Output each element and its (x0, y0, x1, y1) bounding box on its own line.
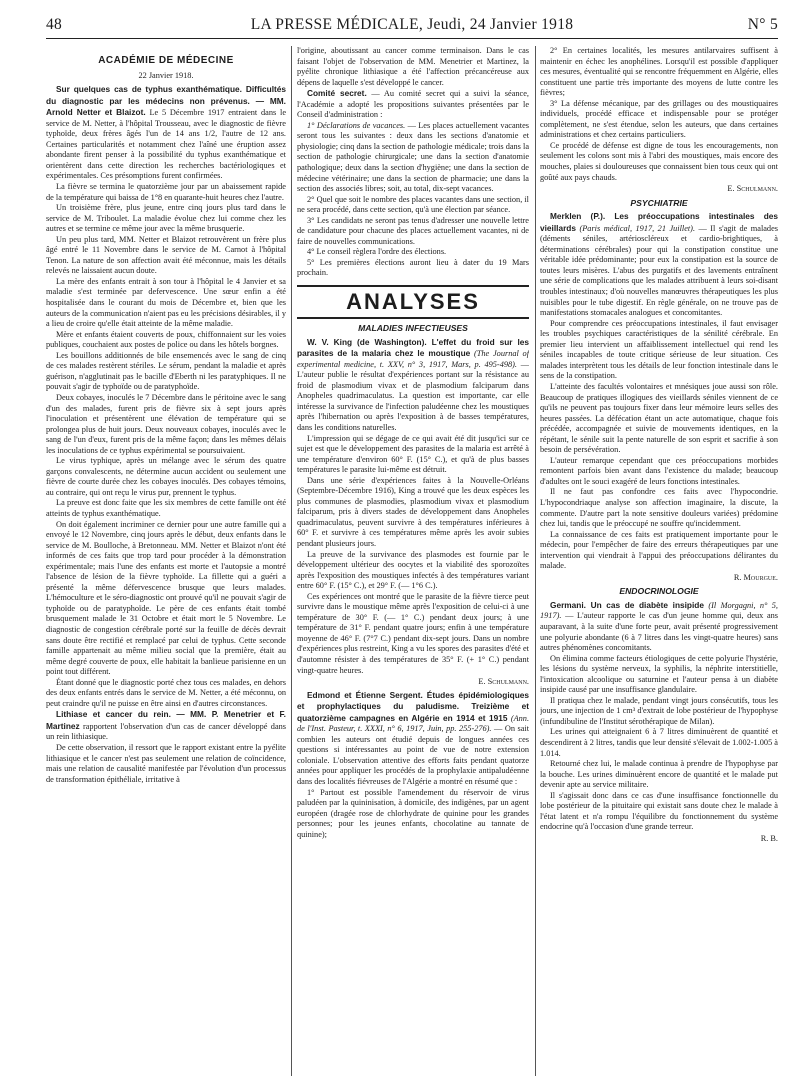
article-paragraph: Retourné chez lui, le malade continua à prendre de l'hypophyse par la bouche. Les urines diminuèrent encore de quantité et le malade put devenir apte au service militaire. (540, 759, 778, 790)
page-header (46, 12, 778, 34)
article-paragraph: La connaissance de ces faits est pratiquement importante pour le médecin, pour l'empêcher de faire des erreurs thérapeutiques par une intervention qui viendrait à l'appui des préoccupations délirantes du malade. (540, 529, 778, 571)
signature: R. Mourgue. (733, 572, 778, 582)
rubric-heading: ENDOCRINOLOGIE (619, 586, 699, 597)
article-paragraph: Dans une série d'expériences faites à la Nouvelle-Orléans (Septembre-Décembre 1916), King a trouvé que les deux espèces les plus communes de plasmodies, plasmodium vivax et plasmodium falciparum, pris à divers stades de développement dans Anopheles quadrimaculatus, peuvent survivre à des températures inférieures à 60° F. et survivre à ces températures même après les avoir subies pendant plusieurs jours. (297, 475, 529, 548)
list-item: 4° Le conseil règlera l'ordre des élections. (307, 247, 447, 257)
page-number: 48 (46, 16, 63, 33)
list-item: 2° Quel que soit le nombre des places vacantes dans une section, il ne sera procédé, dans cette section, qu'à une élection par séance. (297, 194, 529, 215)
article-paragraph: Mère et enfants étaient couverts de poux, chiffonnaient sur les voies publiques, couchaient aux postes de police ou dans les hôtels borgnes. (46, 329, 286, 350)
article-paragraph: Il ne faut pas confondre ces faits avec l'hypocondrie. L'hypocondriaque analyse son affection imaginaire, la discute, la commente. D'autre part la note sensitive douleurs variées) prédomine chez lui, tandis que le préoccupé ne souffre qu'incidemment. (540, 487, 778, 529)
column-2 (297, 46, 529, 1078)
article-title: W. V. King (de Washington). L'effet du froid sur les parasites de la malaria chez le moustique (297, 336, 529, 359)
article-paragraph: La mère des enfants entrait à son tour à l'hôpital le 4 Janvier et sa maladie s'est terminée par defervescence. Une sœur enfin a été hospitalisée dans le courant du mois de Décembre et, bien que les auteurs de la communication n'aient pas eu les précisions désirables, il y a lieu de croire qu'elle était atteinte de la même maladie. (46, 276, 286, 329)
article-paragraph: Ces expériences ont montré que le parasite de la fièvre tierce peut survivre dans le moustique même après l'exposition de celui-ci à une température de 30° F. (— 1° C.) pendant deux jours; à une température de 31° F. pendant quatre jours; enfin à une température moyenne de 46° F. (7°7 C.) pendant dix-sept jours. Dans un nombre d'expériences plus restreint, King a vu les spores des parasites d'été et d'automne résister à des températures de 35° F. (+ 1° C.) pendant vingt-quatre heures. (297, 591, 529, 675)
article-paragraph: Deux cobayes, inoculés le 7 Décembre dans le péritoine avec le sang d'un des malades, furent pris de fièvre six à sept jours après l'inoculation et présentèrent une élévation de température qui se prolongea plus de huit jours. Deux nouveaux cobayes, inoculés avec le sang de l'un d'eux, furent pris de la même façon; dans les mêmes délais les inoculations de ce typhus expérimental se poursuivaient. (46, 392, 286, 455)
column-rule (291, 46, 292, 1076)
article-paragraph: Il s'agissait donc dans ce cas d'une insuffisance fonctionnelle du lobe postérieur de la pituitaire qui existait sans doute chez le malade à l'état latent et n'a rompu l'équilibre du fonctionnement du système endocrine qu'à l'occasion d'une grande terreur. (540, 790, 778, 832)
article-paragraph: La preuve de la survivance des plasmodes est fournie par le développement ultérieur des oocytes et la viabilité des sporozoïtes après l'exposition des moustiques infectés à des températures variant entre 60° F. (15° C.), et 29° F. (— 1°6 C.). (297, 549, 529, 591)
list-item: 3° Les candidats ne seront pas tenus d'adresser une nouvelle lettre de candidature pour chacune des places actuellement vacantes, ni de faire de nouvelles communications. (297, 215, 529, 246)
column-3 (540, 46, 778, 1078)
list-item: 1° Déclarations de vacances. — Les places actuellement vacantes seront tous les suivantes : deux dans les sections d'anatomie et physiologie; cinq dans la section de pathologie médicale; trois dans la section de pathologie chirurgicale; une dans la section d'anatomie pathologique; deux dans la section d'hygiène; une dans la section de médecine vétérinaire; une dans la section de pharmacie; une dans la section des associés libres; soit, au total, dix-sept vacances. (297, 120, 529, 194)
article-paragraph: W. V. King (de Washington). L'effet du froid sur les parasites de la malaria chez le moustique (The Journal of experimental medicine, t. XXV, n° 3, 1917, Mars, p. 495-498). — L'auteur publie le résultat d'expériences portant sur la résistance au froid de plasmodium vivax et de plasmodium falciparum dans Anopheles quadrimaculatus. La question est importante, car elle intéresse la survivance de l'infection paludéenne chez les moustiques après l'hibernation ou après l'exposition à de basses températures, dans les conditions naturelles. (297, 336, 529, 432)
signature: E. Schulmann. (727, 184, 778, 194)
article-paragraph: Sur quelques cas de typhus exanthématique. Difficultés du diagnostic par les médecins non prévenus. — MM. Arnold Netter et Blaizot. Le 5 Décembre 1917 entraient dans le service de M. Netter, à l'hôpital Trousseau, avec le diagnostic de fièvre typhoïde, deux frères âgés l'un de 14 ans 1/2, l'autre de 12 ans. Certaines particularités et notamment chez l'aîné une éruption assez abondante firent penser à la possibilité du typhus exanthématique et orientèrent dans cette direction les recherches bactériologiques et expérimentales. Ces présomptions furent confirmées. (46, 84, 286, 181)
signature: E. Schulmann. (478, 677, 529, 687)
article-paragraph: L'impression qui se dégage de ce qui avait été dit jusqu'ici sur ce sujet est que le développement des parasites de la malaria est arrêté à une température d'environ 60° F. (15° C.), et qu'à de plus basses températures le parasite lui-même est détruit. (297, 433, 529, 475)
signature: R. B. (760, 833, 778, 843)
column-1 (46, 46, 286, 1078)
rubric-heading: PSYCHIATRIE (630, 197, 688, 208)
running-title: LA PRESSE MÉDICALE, Jeudi, 24 Janvier 1918 (250, 16, 574, 33)
article-title: Germani. Un cas de diabète insipide (550, 599, 704, 610)
article-paragraph: Merklen (P.). Les préoccupations intestinales des vieillards (Paris médical, 1917, 21 Juillet). — Il s'agit de malades (déments séniles, artérioscléreux et cardio-brightiques, à déterminations cérébrales) pour qui la constipation constitue une véritable idée prédominante; pour eux la constipation est la source de toutes leurs misères. L'abus des purgatifs et des lavements entraînent une série de complications que les malades attribuent à leurs soi-disant troubles intestinaux; d'où nouvelles manœuvres thérapeutiques les plus nuisibles pour le tube digestif. En règle générale, on ne trouve pas de manifestations stomacales analogues et concomitantes. (540, 211, 778, 318)
article-paragraph: Un peu plus tard, MM. Netter et Blaizot retrouvèrent un frère plus âgé entré le 11 Novembre dans le service de M. Carnot à l'hôpital Tenon. La nature de son affection avait été méconnue, mais les détails relevés ne laissaient aucun doute. (46, 234, 286, 276)
article-paragraph: De cette observation, il ressort que le rapport existant entre la pyélite lithiasique et le cancer n'est pas seulement une relation de coïncidence, mais une relation de causalité manifestée par l'évolution d'un processus de transformation épithéliale, irritative à (46, 743, 286, 784)
article-paragraph: Pour comprendre ces préoccupations intestinales, il faut envisager les troubles psychiques caractéristiques de la sénilité cérébrale. En premier lieu intervient un affaiblissement intellectuel qui rend les séniles incapables de toute critique sérieuse de leur situation. Ces malades interprètent tous les détails de leur fonction intestinale dans le sens de la constipation. (540, 318, 778, 381)
article-paragraph: On doit également incriminer ce dernier pour une autre famille qui a envoyé le 12 Novembre, cinq jours après le début, deux enfants dans le service de M. Boulloche, à Bretonneau. MM. Netter et Blaizot n'ont été informés de ces faits que trop tard pour procéder à la démonstration expérimentale; mais l'une des enfants est morte et l'autopsie a montré l'absence de lésion de la fièvre typhoïde. La fillette qui a guéri a présenté la même défervescence brusque que leurs malades. L'hémoculture et le séro-diagnostic ont prouvé qu'il ne pouvait s'agir de typhoïde ou de paratyphoïde. Le père de ces enfants était tombé brusquement malade le 31 Octobre et était mort le 5 Novembre. Le diagnostic de congestion cérébrale porté sur la feuille de décès devrait sans doute être rectifié et remplacé par celui de typhus. Cette seconde famille appartenait au même milieu social que la première, était au même degré couverte de poux, elle habitait la banlieue parisienne en un point tout différent. (46, 519, 286, 677)
article-paragraph: Germani. Un cas de diabète insipide (Il Morgagni, n° 5, 1917). — L'auteur rapporte le cas d'un jeune homme qui, deux ans auparavant, à la suite d'une forte peur, avait présenté progressivement une polyurie abondante (6 à 7 litres dans les vingt-quatre heures) sans autres phénomènes concomitants. (540, 599, 778, 653)
article-paragraph: Un troisième frère, plus jeune, entre cinq jours plus tard dans le service de M. Triboulet. La maladie évolue chez lui comme chez les autres et se termine ce même jour avec la même brusquerie. (46, 203, 286, 234)
article-paragraph: Le virus typhique, après un mélange avec le sérum des quatre garçons convalescents, ne détermine aucun accident ou seulement une fièvre de courte durée chez les cobayes inoculés. Des cobayes témoins, au contraire, qui ont reçu le virus pur, prennent le typhus. (46, 456, 286, 497)
article-paragraph: La fièvre se termina le quatorzième jour par un abaissement rapide de la température qui baissa de 1°8 en quarante-huit heures chez l'autre. (46, 182, 286, 202)
rubric-heading: MALADIES INFECTIEUSES (358, 323, 468, 334)
column-rule (535, 46, 536, 1076)
list-item: 5° Les premières élections auront lieu à dater du 19 Mars prochain. (297, 257, 529, 278)
article-paragraph: 3° La défense mécanique, par des grillages ou des moustiquaires individuels, procédé efficace et indispensable pour se protéger complètement, ne s'est étendue, selon les auteurs, que dans certaines administrations et chez certains particuliers. (540, 98, 778, 140)
article-title: Lithiase et cancer du rein. — MM. P. Menetrier et F. Martinez (46, 709, 286, 731)
article-paragraph: Comité secret. — Au comité secret qui a suivi la séance, l'Académie a adopté les propositions suivantes présentées par le Conseil d'administration : (297, 88, 529, 120)
session-date: 22 Janvier 1918. (138, 70, 194, 80)
header-rule (46, 38, 778, 39)
article-paragraph: L'auteur remarque cependant que ces préoccupations morbides remontent parfois bien avant dans l'existence du malade; beaucoup d'adultes ont le souci exagéré de leurs fonctions intestinales. (540, 455, 778, 486)
section-title: ACADÉMIE DE MÉDECINE (98, 55, 234, 66)
article-title: Edmond et Étienne Sergent. Études épidémiologiques et prophylactiques du paludisme. Treizième et quatorzième campagnes en Algérie en 1914 et 1915 (297, 689, 529, 723)
article-paragraph: Les bouillons additionnés de bile ensemencés avec le sang de cinq de ces malades restèrent stériles. Le sérum, pendant la maladie et après guérison, n'agglutinait pas le bacille d'Eberth ni les paratyphiques. Il ne pouvait s'agir de typhoïde ou de paratyphoïde. (46, 350, 286, 392)
article-paragraph: La preuve est donc faite que les six membres de cette famille ont été atteints de typhus exanthématique. (46, 498, 286, 518)
article-paragraph: Lithiase et cancer du rein. — MM. P. Menetrier et F. Martinez rapportent l'observation d'un cas de cancer développé dans un rein lithiasique. (46, 709, 286, 742)
article-title: Sur quelques cas de typhus exanthématique. Difficultés du diagnostic par les médecins non prévenus. — MM. Arnold Netter et Blaizot. (46, 84, 286, 118)
article-paragraph: Étant donné que le diagnostic porté chez tous ces malades, en dehors des deux enfants entrés dans le service de M. Netter, a été méconnu, on peut craindre qu'il ne puisse en être ainsi en d'autres circonstances. (46, 677, 286, 708)
article-paragraph: l'origine, aboutissant au cancer comme terminaison. Dans le cas faisant l'objet de l'observation de MM. Menetrier et Martinez, la pyélite chronique lithiasique a été l'affection précancéreuse aux dépens de laquelle s'est développé le cancer. (297, 46, 529, 87)
article-title: Comité secret. (307, 88, 367, 99)
article-paragraph: L'atteinte des facultés volontaires et mnésiques joue aussi son rôle. Beaucoup de pratiques illogiques des vieillards séniles viennent de ce qu'ils ne peuvent pas toujours fixer dans leur mémoire leurs selles des heures passées. La défécation étant un acte automatique, chaque fois précédée, accompagnée et suivie de mouvements identiques, en la répétant, le sénile suit la pente naturelle de son esprit et sacrifie à son besoin de persévération. (540, 381, 778, 455)
article-paragraph: Edmond et Étienne Sergent. Études épidémiologiques et prophylactiques du paludisme. Treizième et quatorzième campagnes en Algérie en 1914 et 1915 (Ann. de l'Inst. Pasteur, t. XXXI, n° 6, 1917, Juin, pp. 255-276). — On sait combien les auteurs ont étudié depuis de longues années ces questions si intéressantes au point de vue de notre extension coloniale. L'observation attentive des efforts faits pendant quatorze années pour appliquer les procédés de la prophylaxie antipaludéenne dans des localités fiévreuses de l'Algérie a montré en résumé que : (297, 689, 529, 786)
article-paragraph: Ce procédé de défense est digne de tous les encouragements, non seulement les colons sont mis à l'abri des moustiques, mais encore des mouches, plaies si douloureuses que connaissent bien tous ceux qui ont goûté aux pays chauds. (540, 140, 778, 182)
analyses-heading: ANALYSES (297, 285, 529, 319)
article-paragraph: Les urines qui atteignaient 6 à 7 litres diminuèrent de quantité et descendirent à 2 litres, tandis que leur densité s'élevait de 1.002-1.005 à 1.014. (540, 727, 778, 758)
article-paragraph: 1° Partout est possible l'amendement du réservoir de virus paludéen par la quininisation, à domicile, des indigènes, par un agent européen (dragée rose de chlorhydrate de quinine pour les grandes personnes; pour les jeunes enfants, chocolatine au tannate de quinine); (297, 787, 529, 839)
article-title: Merklen (P.). Les préoccupations intestinales des vieillards (540, 211, 778, 233)
article-paragraph: Il pratiqua chez le malade, pendant vingt jours consécutifs, tous les jours, une injection de 1 cm³ d'extrait de lobe postérieur de l'hypophyse (infundibuline de l'Institut sérothérapique de Milan). (540, 695, 778, 726)
article-paragraph: 2° En certaines localités, les mesures antilarvaires suffisent à maintenir en échec les anophélines. Lorsqu'il est possible d'appliquer ces mesures, éventualité qui se rencontre fréquemment en Algérie, elles constituent une partie très importante des moyens de lutte contre les fièvres; (540, 46, 778, 98)
issue-number: N° 5 (747, 16, 778, 33)
article-paragraph: On élimina comme facteurs étiologiques de cette polyurie l'hystérie, les lésions du système nerveux, la syphilis, la néphrite interstitielle, l'intoxication alcoolique ou saturnine et l'auteur pensa à un diabète insipide causé par une insuffisance glandulaire. (540, 653, 778, 695)
